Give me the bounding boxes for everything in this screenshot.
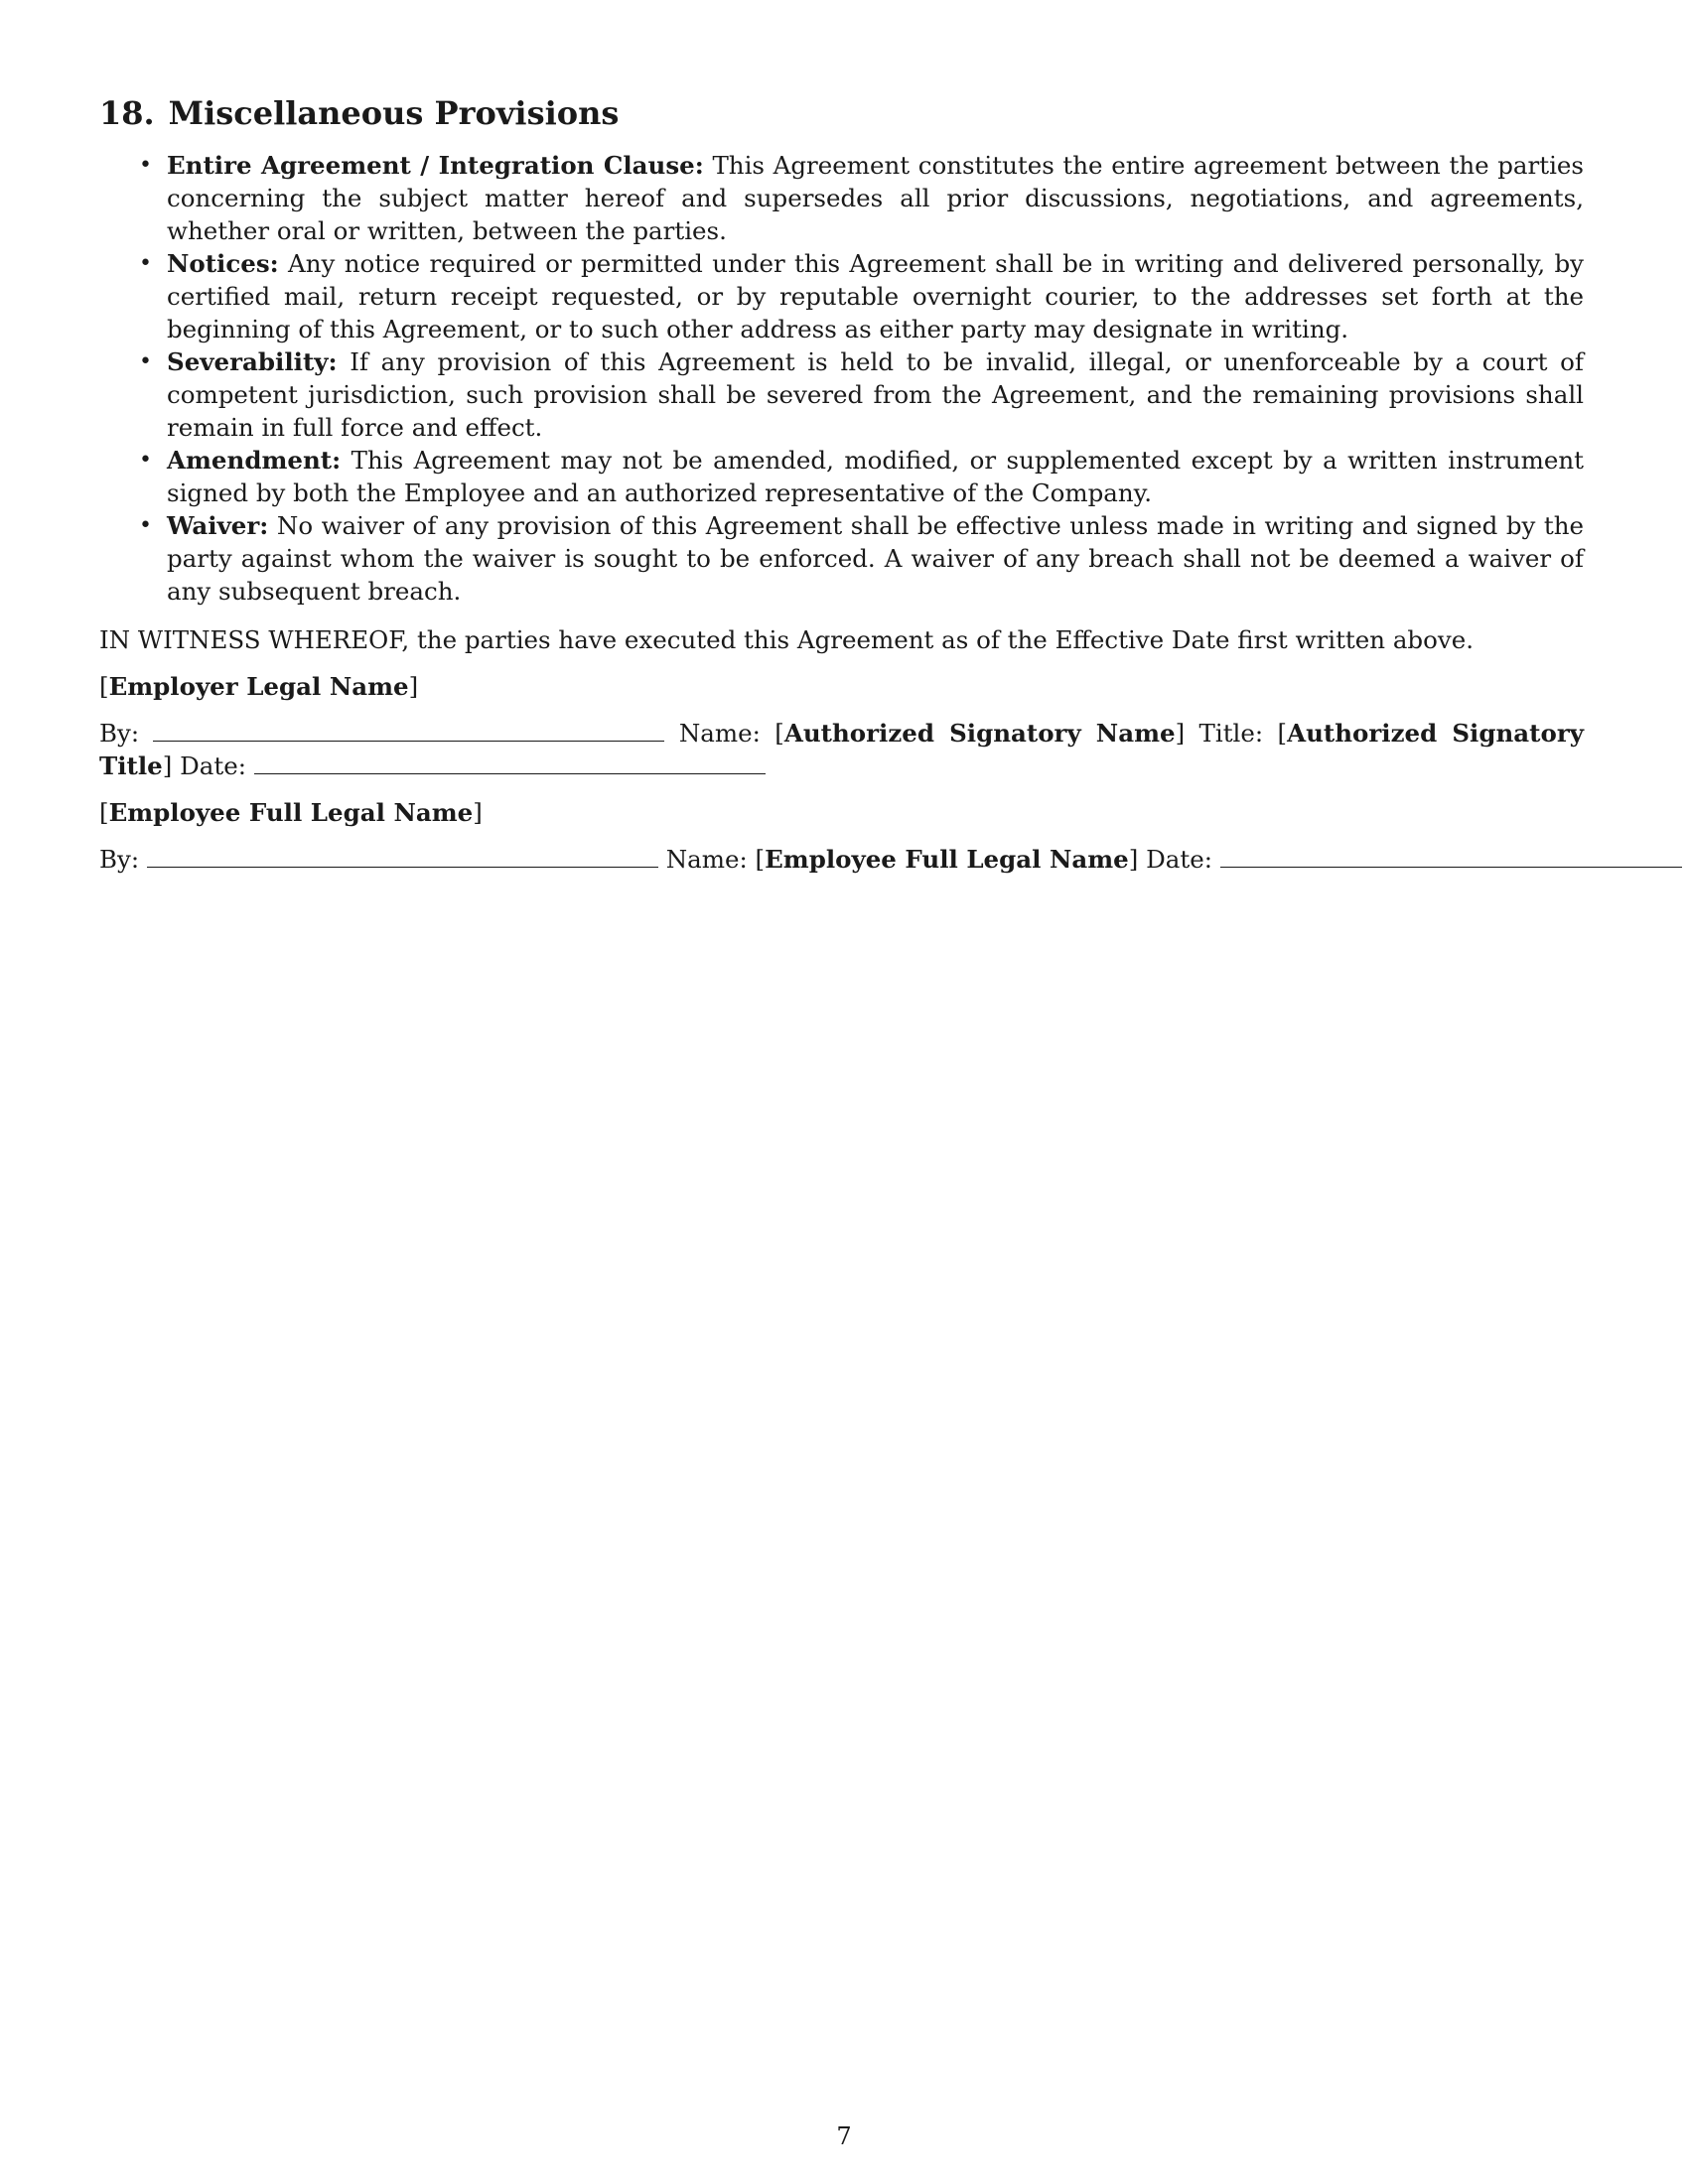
section-heading xyxy=(99,91,1584,135)
bullet-icon: • xyxy=(139,513,152,538)
employee-name: Employee Full Legal Name xyxy=(108,798,474,827)
provision-item xyxy=(99,247,1584,345)
employer-signatory-name: Authorized Signatory Name xyxy=(783,719,1176,748)
employee-name-line: [Employee Full Legal Name] xyxy=(99,798,483,827)
employee-signature-block: By: Name: [Employee Full Legal Name] Date: xyxy=(99,843,1584,876)
provision-term: Waiver: xyxy=(167,511,269,540)
employee-date-label: Date: xyxy=(1146,845,1212,874)
employer-by-label: By: xyxy=(99,719,140,748)
bullet-icon: • xyxy=(139,251,152,276)
employee-signature-line[interactable] xyxy=(147,843,658,868)
provision-term: Severability: xyxy=(167,347,338,376)
section-title: Miscellaneous Provisions xyxy=(168,94,620,132)
employer-signatory-title: Authorized Signatory Title xyxy=(99,719,1584,780)
employer-name-line: [Employer Legal Name] xyxy=(99,672,419,701)
provision-text: This Agreement may not be amended, modified, or supplemented except by a written instrument signed by both the Employee and an authorized representative of the Company. xyxy=(167,446,1584,507)
employee-signatory-name: Employee Full Legal Name xyxy=(765,845,1129,874)
bullet-icon: • xyxy=(139,349,152,374)
provision-text: If any provision of this Agreement is held to be invalid, illegal, or unenforceable by a court of competent jurisdiction, such provision shall be severed from the Agreement, and the remaining provisions shall remain in full force and effect. xyxy=(167,347,1584,442)
page-content xyxy=(99,91,1584,876)
witness-clause: IN WITNESS WHEREOF, the parties have executed this Agreement as of the Effective Date first written above. xyxy=(99,625,1474,654)
provisions-list xyxy=(99,149,1584,608)
employer-signature-block: By: Name: [Authorized Signatory Name] Title: [Authorized Signatory Title] Date: xyxy=(99,719,1584,780)
bullet-icon: • xyxy=(139,153,152,178)
employer-date-line[interactable] xyxy=(254,750,766,774)
employer-signature-line[interactable] xyxy=(153,717,664,742)
provision-item xyxy=(99,345,1584,444)
provision-term: Amendment: xyxy=(167,446,342,475)
provision-term: Notices: xyxy=(167,249,279,278)
employee-name-label: Name: xyxy=(665,845,748,874)
employer-date-label: Date: xyxy=(180,751,246,780)
employee-by-label: By: xyxy=(99,845,140,874)
provision-text: No waiver of any provision of this Agreement shall be effective unless made in writing and signed by the party against whom the waiver is sought to be enforced. A waiver of any breach shall not be deemed a waiver of any subsequent breach. xyxy=(167,511,1585,606)
page-number: 7 xyxy=(836,2122,852,2150)
provision-text: Any notice required or permitted under this Agreement shall be in writing and delivered personally, by certified mail, return receipt requested, or by reputable overnight courier, to the addresses set forth at the beginning of this Agreement, or to such other address as either party may designate in writing. xyxy=(167,249,1584,343)
section-number: 18. xyxy=(99,94,155,132)
provision-text: This Agreement constitutes the entire agreement between the parties concerning the subject matter hereof and supersedes all prior discussions, negotiations, and agreements, whether oral or written, between the parties. xyxy=(167,151,1584,245)
provision-item xyxy=(99,149,1584,247)
provision-term: Entire Agreement / Integration Clause: xyxy=(167,151,704,180)
employer-name: Employer Legal Name xyxy=(108,672,409,701)
provision-item xyxy=(99,444,1584,509)
employer-name-label: Name: xyxy=(678,719,761,748)
bullet-icon: • xyxy=(139,448,152,473)
employer-title-label: Title: xyxy=(1198,719,1264,748)
employee-date-line[interactable] xyxy=(1220,843,1682,868)
provision-item xyxy=(99,509,1584,608)
